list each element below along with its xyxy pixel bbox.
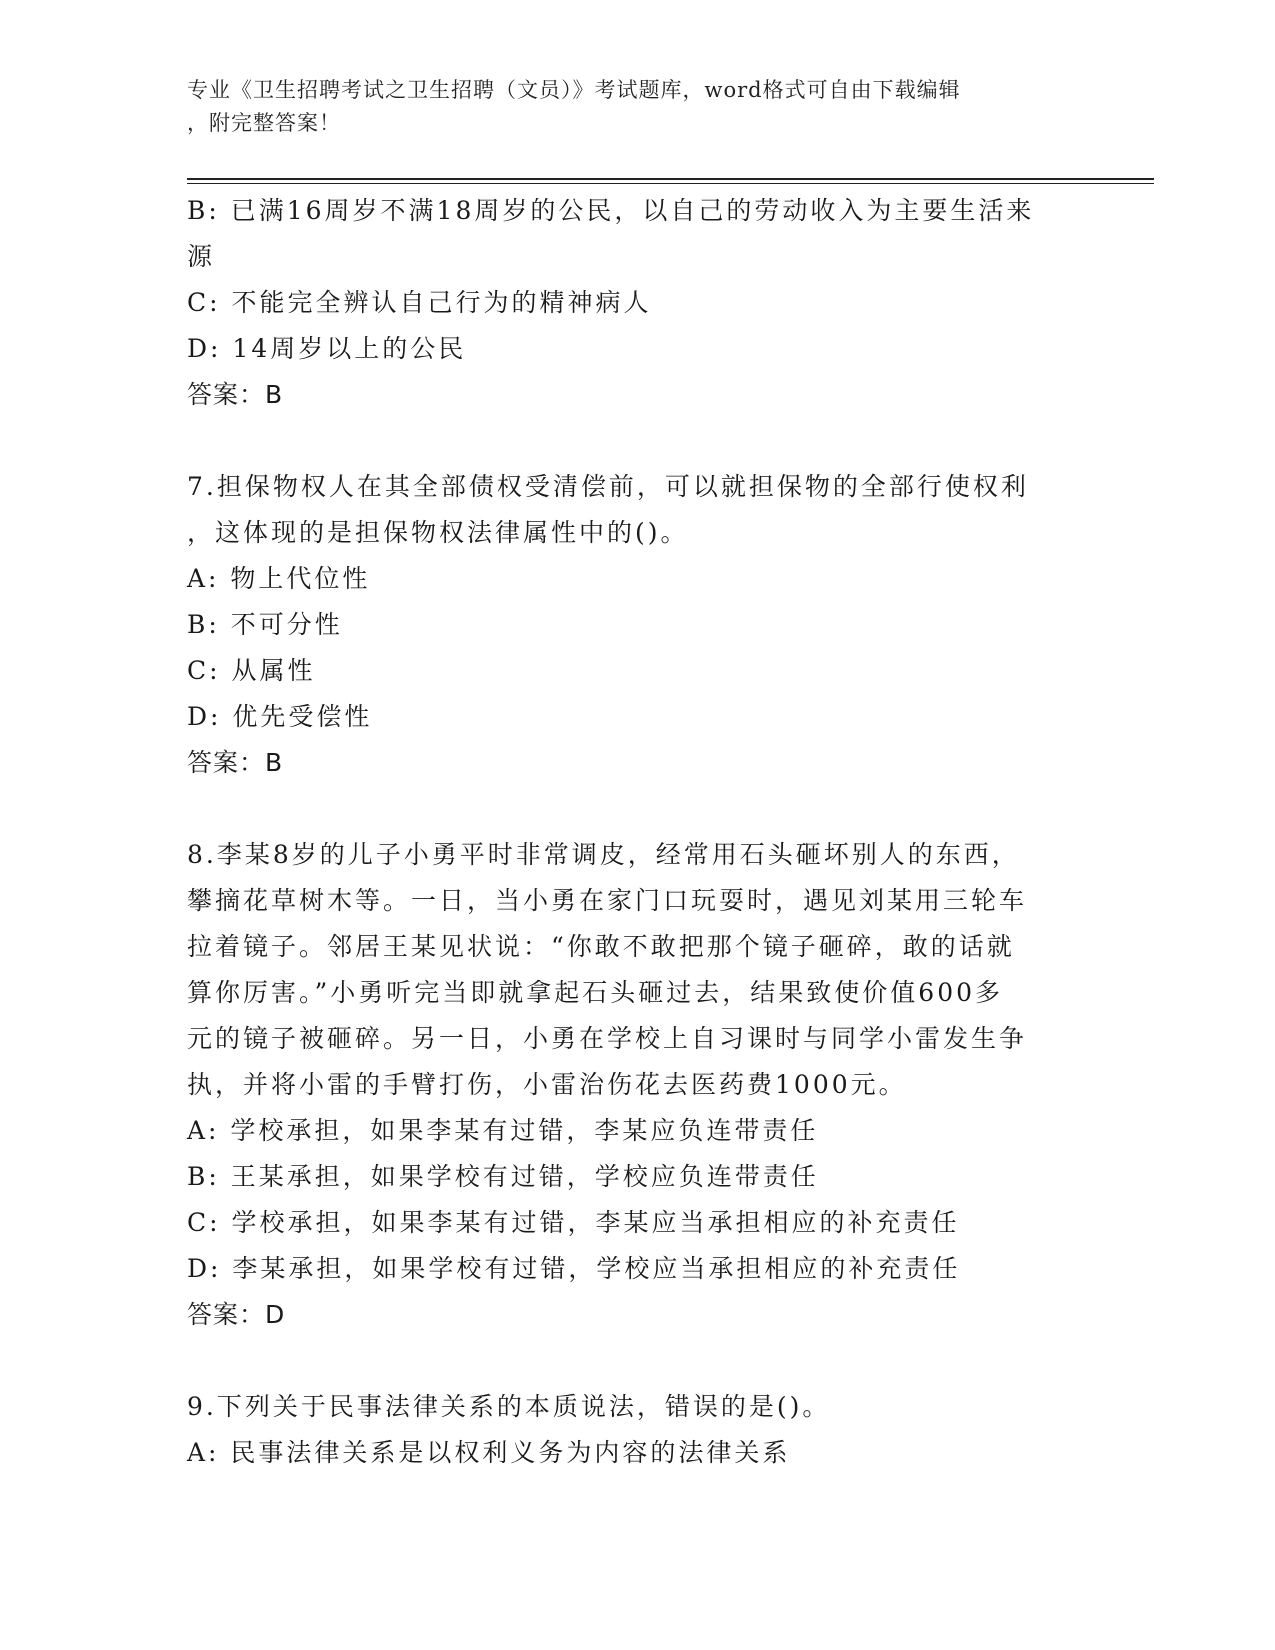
option-d: D: 优先受偿性 [187,702,373,731]
question-list [187,188,1087,1476]
question-text: 攀摘花草树木等。一日，当小勇在家门口玩耍时，遇见刘某用三轮车 [187,886,1028,915]
answer-label: 答案：D [187,1300,286,1329]
option-a: A: 物上代位性 [187,564,371,593]
question-block-9 [187,1384,1087,1476]
option-c: C: 学校承担，如果李某有过错，李某应当承担相应的补充责任 [187,1208,960,1237]
question-block-8 [187,832,1087,1338]
answer-label: 答案：B [187,380,284,409]
question-text: 7.担保物权人在其全部债权受清偿前，可以就担保物的全部行使权利 [187,472,1029,501]
question-text: 拉着镜子。邻居王某见状说：“你敢不敢把那个镜子砸碎，敢的话就 [187,932,1015,961]
option-d: D: 14周岁以上的公民 [187,334,467,363]
option-c: C: 从属性 [187,656,316,685]
option-a: A: 学校承担，如果李某有过错，李某应负连带责任 [187,1116,819,1145]
header-line-2: ，附完整答案！ [187,111,341,135]
question-text: 元的镜子被砸碎。另一日，小勇在学校上自习课时与同学小雷发生争 [187,1024,1028,1053]
question-text: 算你厉害。”小勇听完当即就拿起石头砸过去，结果致使价值600多 [187,978,1004,1007]
option-b-continued: 源 [187,242,216,271]
option-b: B: 已满16周岁不满18周岁的公民，以自己的劳动收入为主要生活来 [187,196,1035,225]
header-line-1: 专业《卫生招聘考试之卫生招聘（文员）》考试题库，word格式可自由下载编辑 [187,78,961,102]
question-text: ，这体现的是担保物权法律属性中的()。 [187,518,689,547]
document-header [187,74,1087,140]
header-divider-thin [187,183,1154,184]
question-block-6 [187,188,1087,418]
answer-label: 答案：B [187,748,284,777]
option-a: A: 民事法律关系是以权利义务为内容的法律关系 [187,1438,791,1467]
option-b: B: 王某承担，如果学校有过错，学校应负连带责任 [187,1162,819,1191]
option-b: B: 不可分性 [187,610,343,639]
question-text: 执，并将小雷的手臂打伤，小雷治伤花去医药费1000元。 [187,1070,907,1099]
question-text: 8.李某8岁的儿子小勇平时非常调皮，经常用石头砸坏别人的东西， [187,840,1020,869]
option-d: D: 李某承担，如果学校有过错，学校应当承担相应的补充责任 [187,1254,961,1283]
option-c: C: 不能完全辨认自己行为的精神病人 [187,288,652,317]
question-block-7 [187,464,1087,786]
header-divider-thick [187,178,1154,180]
question-text: 9.下列关于民事法律关系的本质说法，错误的是()。 [187,1392,831,1421]
